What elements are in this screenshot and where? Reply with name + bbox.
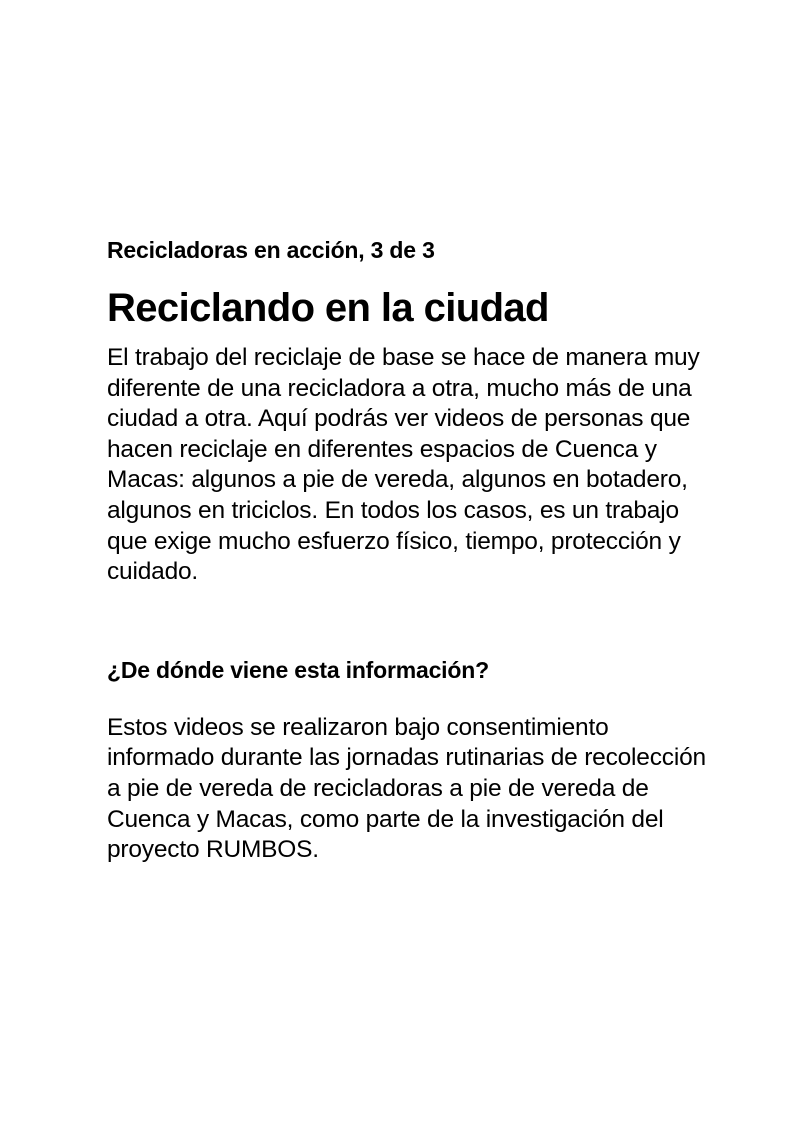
intro-paragraph: El trabajo del reciclaje de base se hace de manera muy diferente de una recicladora a otra, mucho más de una ciudad a otra. Aquí podrás ver videos de personas que hacen reciclaje en diferentes espacios de Cuenca y Macas: algunos a pie de vereda, algunos en botadero, algunos en triciclos. En todos los casos, es un trabajo que exige mucho esfuerzo físico, tiempo, protección y cuidado. [107,344,700,586]
section-kicker: Recicladoras en acción, 3 de 3 [107,237,435,263]
page-title: Reciclando en la ciudad [107,286,549,330]
source-heading: ¿De dónde viene esta información? [107,656,489,683]
source-paragraph: Estos videos se realizaron bajo consentimiento informado durante las jornadas rutinarias de recolección a pie de vereda de recicladoras a pie de vereda de Cuenca y Macas, como parte de la investigación del proyecto RUMBOS. [107,713,706,864]
page-content [107,234,707,866]
